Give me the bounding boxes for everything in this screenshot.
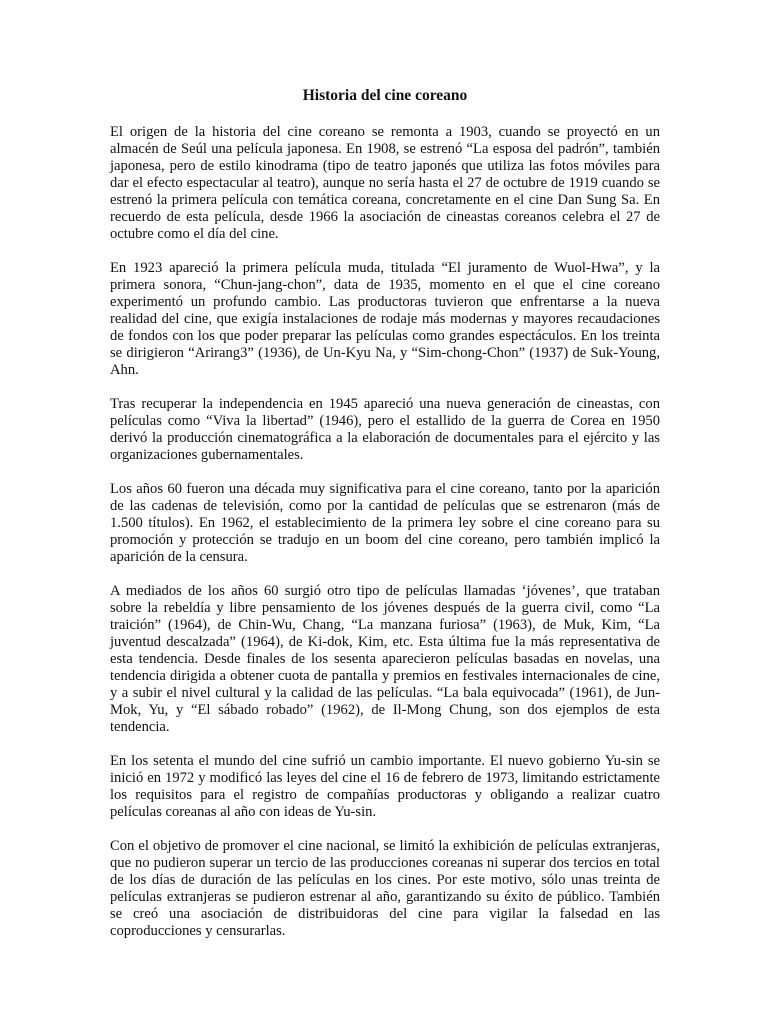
document-title: Historia del cine coreano (302, 87, 468, 104)
paragraph-independence: Tras recuperar la independencia en 1945 apareció una nueva generación de cineastas, con películas como “Viva la libertad” (1946), pero el estallido de la guerra de Corea en 1950 derivó la producción cinematográfica a la elaboración de documentales para el ejército y las organizaciones gubernamentales. (110, 396, 660, 463)
paragraph-foreign-films: Con el objetivo de promover el cine nacional, se limitó la exhibición de películas extranjeras, que no pudieron superar un tercio de las producciones coreanas ni superar dos tercios en total de los días de duración de las películas en los cines. Por este motivo, sólo unas treinta de películas extranjeras se pudieron estrenar al año, garantizando su éxito de público. También se creó una asociación de distribuidoras del cine para vigilar la falsedad en las coproducciones y censurarlas. (110, 838, 660, 939)
document-page (110, 86, 660, 957)
paragraph-youth-films: A mediados de los años 60 surgió otro tipo de películas llamadas ‘jóvenes’, que trataban sobre la rebeldía y libre pensamiento de los jóvenes después de la guerra civil, como “La traición” (1964), de Chin-Wu, Chang, “La manzana furiosa” (1963), de Muk, Kim, “La juventud descalzada” (1964), de Ki-dok, Kim, etc. Esta última fue la más representativa de esta tendencia. Desde finales de los sesenta aparecieron películas basadas en novelas, una tendencia dirigida a obtener cuota de pantalla y premios en festivales internacionales de cine, y a subir el nivel cultural y la calidad de las películas. “La bala equivocada” (1961), de Jun-Mok, Yu, y “El sábado robado” (1962), de Il-Mong Chung, son dos ejemplos de esta tendencia. (110, 583, 660, 735)
paragraph-origin: El origen de la historia del cine coreano se remonta a 1903, cuando se proyectó en un almacén de Seúl una película japonesa. En 1908, se estrenó “La esposa del padrón”, también japonesa, pero de estilo kinodrama (tipo de teatro japonés que utiliza las fotos móviles para dar el efecto espectacular al teatro), aunque no sería hasta el 27 de octubre de 1919 cuando se estrenó la primera película con temática coreana, concretamente en el cine Dan Sung Sa. En recuerdo de esta película, desde 1966 la asociación de cineastas coreanos celebra el 27 de octubre como el día del cine. (110, 124, 660, 242)
paragraph-silent-sound: En 1923 apareció la primera película muda, titulada “El juramento de Wuol-Hwa”, y la primera sonora, “Chun-jang-chon”, data de 1935, momento en el que el cine coreano experimentó un profundo cambio. Las productoras tuvieron que enfrentarse a la nueva realidad del cine, que exigía instalaciones de rodaje más modernas y mayores recaudaciones de fondos con los que poder preparar las películas como grandes espectáculos. En los treinta se dirigieron “Arirang3” (1936), de Un-Kyu Na, y “Sim-chong-Chon” (1937) de Suk-Young, Ahn. (110, 260, 660, 378)
paragraph-seventies: En los setenta el mundo del cine sufrió un cambio importante. El nuevo gobierno Yu-sin se inició en 1972 y modificó las leyes del cine el 16 de febrero de 1973, limitando estrictamente los requisitos para el registro de compañías productoras y obligando a realizar cuatro películas coreanas al año con ideas de Yu-sin. (110, 753, 660, 820)
paragraph-sixties: Los años 60 fueron una década muy significativa para el cine coreano, tanto por la aparición de las cadenas de televisión, como por la cantidad de películas que se estrenaron (más de 1.500 títulos). En 1962, el establecimiento de la primera ley sobre el cine coreano para su promoción y protección se tradujo en un boom del cine coreano, pero también implicó la aparición de la censura. (110, 481, 660, 565)
